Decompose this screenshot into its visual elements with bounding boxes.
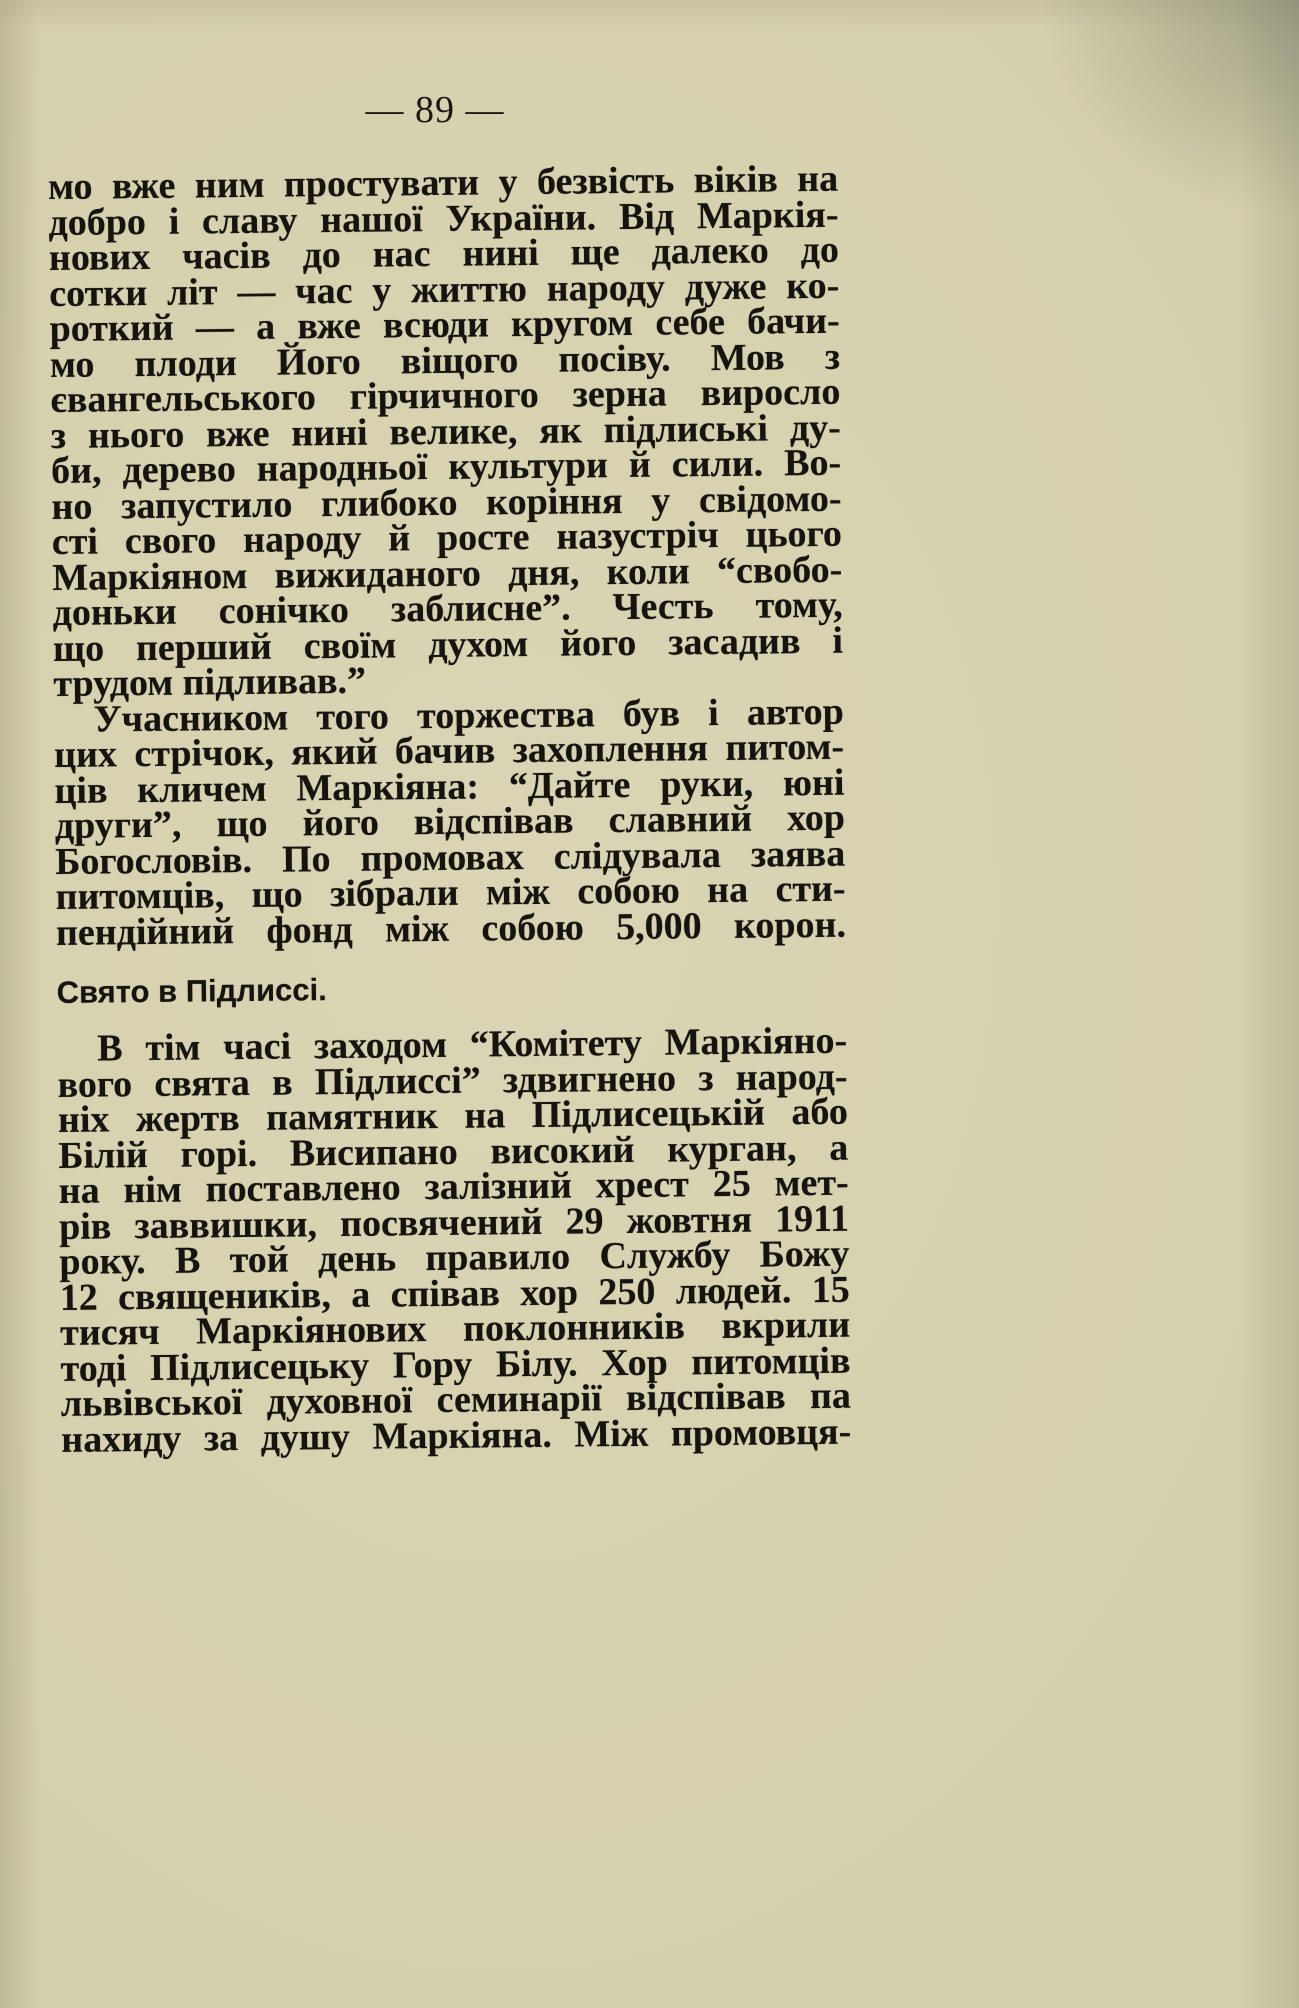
- text-line: на нім поставлено залізний хрест 25 мет-: [58, 1161, 849, 1212]
- page-number: — 89 —: [365, 89, 505, 131]
- text-line: львівської духовної семинарії відспівав па: [60, 1374, 852, 1425]
- paragraph: [47, 157, 844, 705]
- text-line: тисяч Маркіянових поклонників вкрили: [59, 1303, 851, 1354]
- text-line: тоді Підлисецьку Гору Білу. Хор питомців: [60, 1339, 851, 1390]
- text-line: вого свята в Підлиссі” здвигнено з народ-: [57, 1055, 848, 1106]
- text-line: сотки літ — час у життю народу дуже ко-: [49, 264, 840, 315]
- text-line: сті свого народу й росте назустріч цього: [51, 512, 843, 563]
- text-line: з нього вже нині велике, як підлиські ду-: [50, 406, 841, 457]
- text-line: мо плоди Його віщого посіву. Мов з: [49, 335, 841, 386]
- text-line: но запустило глибоко коріння у свідомо-: [51, 477, 842, 528]
- text-line: нахиду за душу Маркіяна. Між промовця-: [61, 1410, 852, 1461]
- paragraph: [57, 1019, 852, 1461]
- text-line: року. В той день правило Службу Божу: [59, 1232, 850, 1283]
- text-line: трудом підливав.”: [53, 659, 367, 705]
- text-line: Білій горі. Висипано високий курган, а: [58, 1126, 849, 1177]
- text-line: ніх жертв памятник на Підлисецькій або: [57, 1090, 849, 1141]
- text-line: доньки сонічко заблисне”. Честь тому,: [52, 583, 843, 634]
- text-line: Богословів. По промовах слідувала заява: [55, 832, 846, 883]
- text-line: рів заввишки, посвячений 29 жовтня 1911: [58, 1197, 850, 1248]
- text-line: цих стрічок, який бачив захоплення питом-: [53, 725, 845, 776]
- section-heading: Свято в Підлиссі.: [56, 972, 327, 1010]
- text-line: В тім часі заходом “Комітету Маркіяно-: [96, 1019, 848, 1070]
- text-line: Маркіяном вижиданого дня, коли “свобо-: [52, 548, 843, 599]
- body-text: [47, 157, 852, 1461]
- paragraph: [53, 690, 847, 954]
- text-line: ців кличем Маркіяна: “Дайте руки, юні: [54, 761, 845, 812]
- text-line: мо вже ним простувати у безвість віків на: [47, 157, 839, 208]
- text-line: 12 священиків, а співав хор 250 людей. 15: [59, 1268, 850, 1319]
- text-line: би, дерево народньої культури й сили. Во-: [50, 441, 842, 492]
- text-line: други”, що його відспівав славний хор: [54, 796, 846, 847]
- text-line: роткий — а вже всюди кругом себе бачи-: [49, 299, 840, 350]
- text-line: нових часів до нас нині ще далеко до: [48, 228, 840, 279]
- text-line: Учасником того торжества був і автор: [93, 690, 844, 741]
- text-line: що перший своїм духом його засадив і: [52, 619, 844, 670]
- text-line: добро і славу нашої України. Від Маркія-: [48, 193, 839, 244]
- text-line: євангельського гірчичного зерна виросло: [50, 370, 841, 421]
- text-line: питомців, що зібрали між собою на сти-: [55, 867, 846, 918]
- text-line: пендійний фонд між собою 5,000 корон.: [55, 903, 847, 954]
